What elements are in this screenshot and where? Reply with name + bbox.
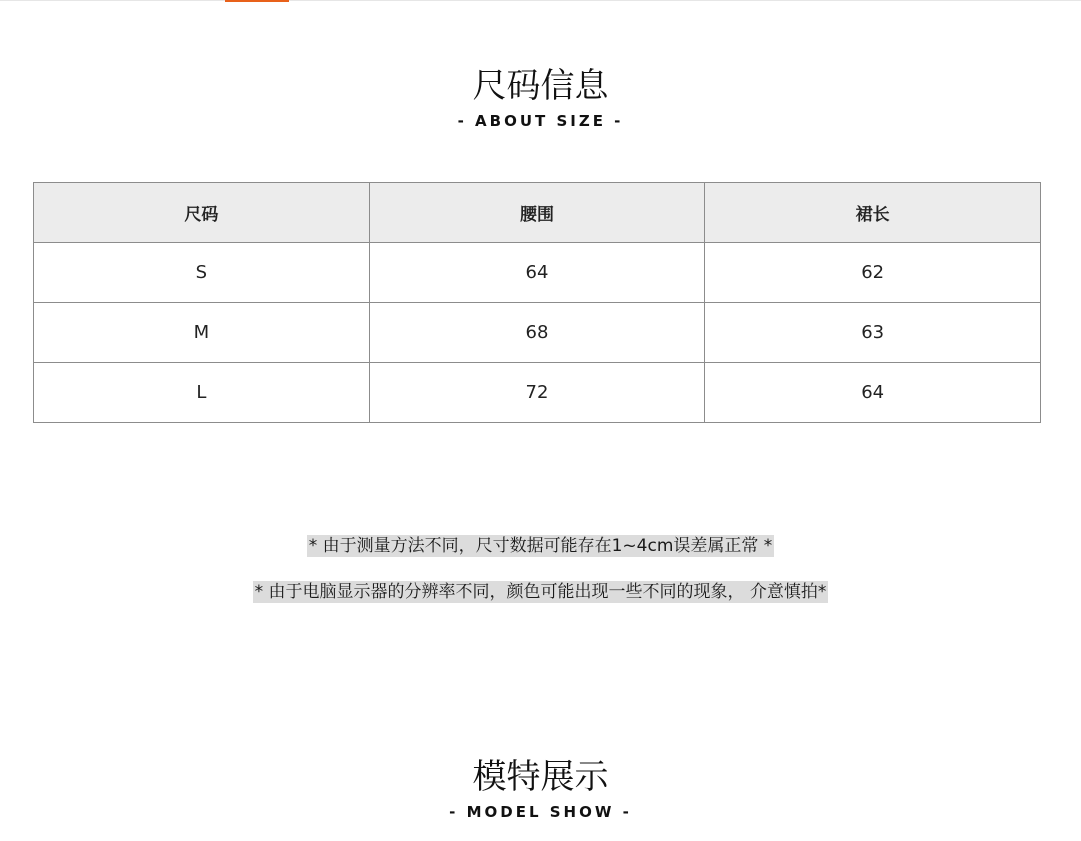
cell-size: S xyxy=(34,243,370,303)
color-note xyxy=(0,580,1081,604)
measurement-note-text: * 由于测量方法不同，尺寸数据可能存在1~4cm误差属正常 * xyxy=(308,536,773,556)
table-header-row xyxy=(34,183,1041,243)
column-header-size: 尺码 xyxy=(34,183,370,243)
measurement-note xyxy=(0,534,1081,558)
size-section-subtitle: - ABOUT SIZE - xyxy=(457,112,624,130)
cell-size: M xyxy=(34,303,370,363)
cell-length: 62 xyxy=(705,243,1041,303)
cell-size: L xyxy=(34,363,370,423)
column-header-length: 裙长 xyxy=(705,183,1041,243)
active-tab-indicator xyxy=(225,0,289,2)
table-row xyxy=(34,243,1041,303)
size-table xyxy=(33,182,1041,423)
cell-length: 63 xyxy=(705,303,1041,363)
table-row xyxy=(34,363,1041,423)
model-section-title: 模特展示 xyxy=(472,757,609,797)
model-section-subtitle: - MODEL SHOW - xyxy=(449,803,632,821)
cell-waist: 64 xyxy=(369,243,705,303)
cell-waist: 72 xyxy=(369,363,705,423)
cell-length: 64 xyxy=(705,363,1041,423)
top-divider xyxy=(0,0,1081,1)
table-row xyxy=(34,303,1041,363)
color-note-text: * 由于电脑显示器的分辨率不同，颜色可能出现一些不同的现象， 介意慎拍* xyxy=(254,582,827,602)
cell-waist: 68 xyxy=(369,303,705,363)
size-section-title: 尺码信息 xyxy=(472,66,609,106)
column-header-waist: 腰围 xyxy=(369,183,705,243)
